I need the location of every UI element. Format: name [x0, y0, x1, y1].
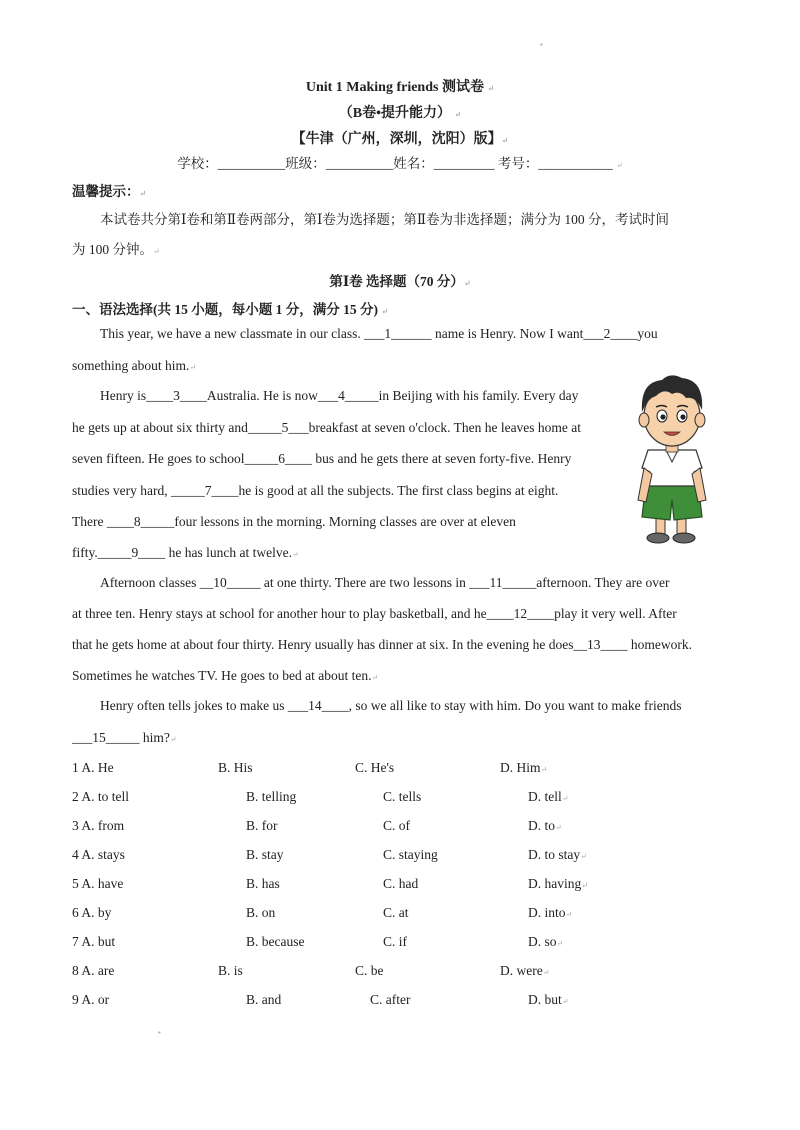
passage-line: he gets up at about six thirty and_____5___breakfast at seven o'clock. Then he leaves home at: [72, 420, 582, 435]
option-7-a: 7 A. but: [72, 934, 116, 949]
option-6-d: D. into↵: [528, 905, 573, 920]
section1-title: 一、语法选择(共 15 小题，每小题 1 分，满分 15 分) ↵: [72, 302, 389, 317]
passage-line: something about him.↵: [72, 358, 197, 373]
tip-label: 温馨提示：↵: [72, 184, 147, 199]
option-8-d: D. were↵: [500, 963, 550, 978]
passage-line: studies very hard, _____7____he is good at all the subjects. The first class begins at eight.: [72, 483, 559, 498]
option-4-c: C. staying: [383, 847, 438, 862]
option-4-a: 4 A. stays: [72, 847, 125, 862]
option-9-d: D. but↵: [528, 992, 569, 1007]
option-5-d: D. having↵: [528, 876, 588, 891]
option-3-b: B. for: [246, 818, 278, 833]
option-9-b: B. and: [246, 992, 282, 1007]
option-5-a: 5 A. have: [72, 876, 124, 891]
cartoon-boy-illustration: [622, 372, 722, 548]
option-4-b: B. stay: [246, 847, 284, 862]
option-2-c: C. tells: [383, 789, 422, 804]
option-7-c: C. if: [383, 934, 408, 949]
option-7-b: B. because: [246, 934, 305, 949]
tip-text-line1: 本试卷共分第Ⅰ卷和第Ⅱ卷两部分，第Ⅰ卷为选择题；第Ⅱ卷为非选择题；满分为 100 分，考试时间: [100, 212, 670, 227]
passage-line: Henry often tells jokes to make us ___14____, so we all like to stay with him. Do you want to make friends: [100, 698, 682, 713]
option-6-c: C. at: [383, 905, 409, 920]
option-9-c: C. after: [370, 992, 411, 1007]
option-1-b: B. His: [218, 760, 253, 775]
option-1-a: 1 A. He: [72, 760, 114, 775]
option-8-b: B. is: [218, 963, 243, 978]
passage-line: fifty._____9____ he has lunch at twelve.↵: [72, 545, 299, 560]
option-6-b: B. on: [246, 905, 276, 920]
passage-line: Sometimes he watches TV. He goes to bed at about ten.↵: [72, 668, 379, 683]
part1-title: 第Ⅰ卷 选择题（70 分）↵: [329, 274, 471, 289]
option-5-c: C. had: [383, 876, 419, 891]
option-2-b: B. telling: [246, 789, 297, 804]
option-2-a: 2 A. to tell: [72, 789, 129, 804]
page-mark: ▪: [158, 1028, 161, 1037]
option-6-a: 6 A. by: [72, 905, 112, 920]
option-3-a: 3 A. from: [72, 818, 125, 833]
passage-line: Henry is____3____Australia. He is now___4_____in Beijing with his family. Every day: [100, 388, 579, 403]
option-3-d: D. to↵: [528, 818, 562, 833]
page-mark: ▪: [540, 40, 543, 49]
option-3-c: C. of: [383, 818, 410, 833]
option-1-c: C. He's: [355, 760, 395, 775]
passage-line: ___15_____ him?↵: [72, 730, 177, 745]
student-info-line: 学校：__________班级：__________姓名：_________ 考号：___________ ↵: [177, 156, 623, 171]
passage-line: There ____8_____four lessons in the morning. Morning classes are over at eleven: [72, 514, 516, 529]
option-7-d: D. so↵: [528, 934, 564, 949]
option-4-d: D. to stay↵: [528, 847, 587, 862]
passage-line: This year, we have a new classmate in our class. ___1______ name is Henry. Now I want___2____you: [100, 326, 658, 341]
page-subtitle: （B卷•提升能力） ↵: [338, 106, 462, 121]
option-1-d: D. Him↵: [500, 760, 548, 775]
option-8-c: C. be: [355, 963, 384, 978]
passage-line: Afternoon classes __10_____ at one thirty. There are two lessons in ___11_____afternoon. They are over: [100, 575, 670, 590]
option-8-a: 8 A. are: [72, 963, 115, 978]
page-title: Unit 1 Making friends 测试卷 ↵: [305, 80, 495, 95]
passage-line: at three ten. Henry stays at school for another hour to play basketball, and he____12____play it very well. After: [72, 606, 677, 621]
option-9-a: 9 A. or: [72, 992, 110, 1007]
passage-line: that he gets home at about four thirty. Henry usually has dinner at six. In the evening he does__13____ homework.: [72, 637, 692, 652]
passage-line: seven fifteen. He goes to school_____6____ bus and he gets there at seven forty-five. Henry: [72, 451, 572, 466]
tip-text-line2: 为 100 分钟。↵: [72, 242, 160, 257]
edition-label: 【牛津（广州，深圳，沈阳）版】↵: [291, 132, 509, 147]
option-2-d: D. tell↵: [528, 789, 569, 804]
option-5-b: B. has: [246, 876, 280, 891]
